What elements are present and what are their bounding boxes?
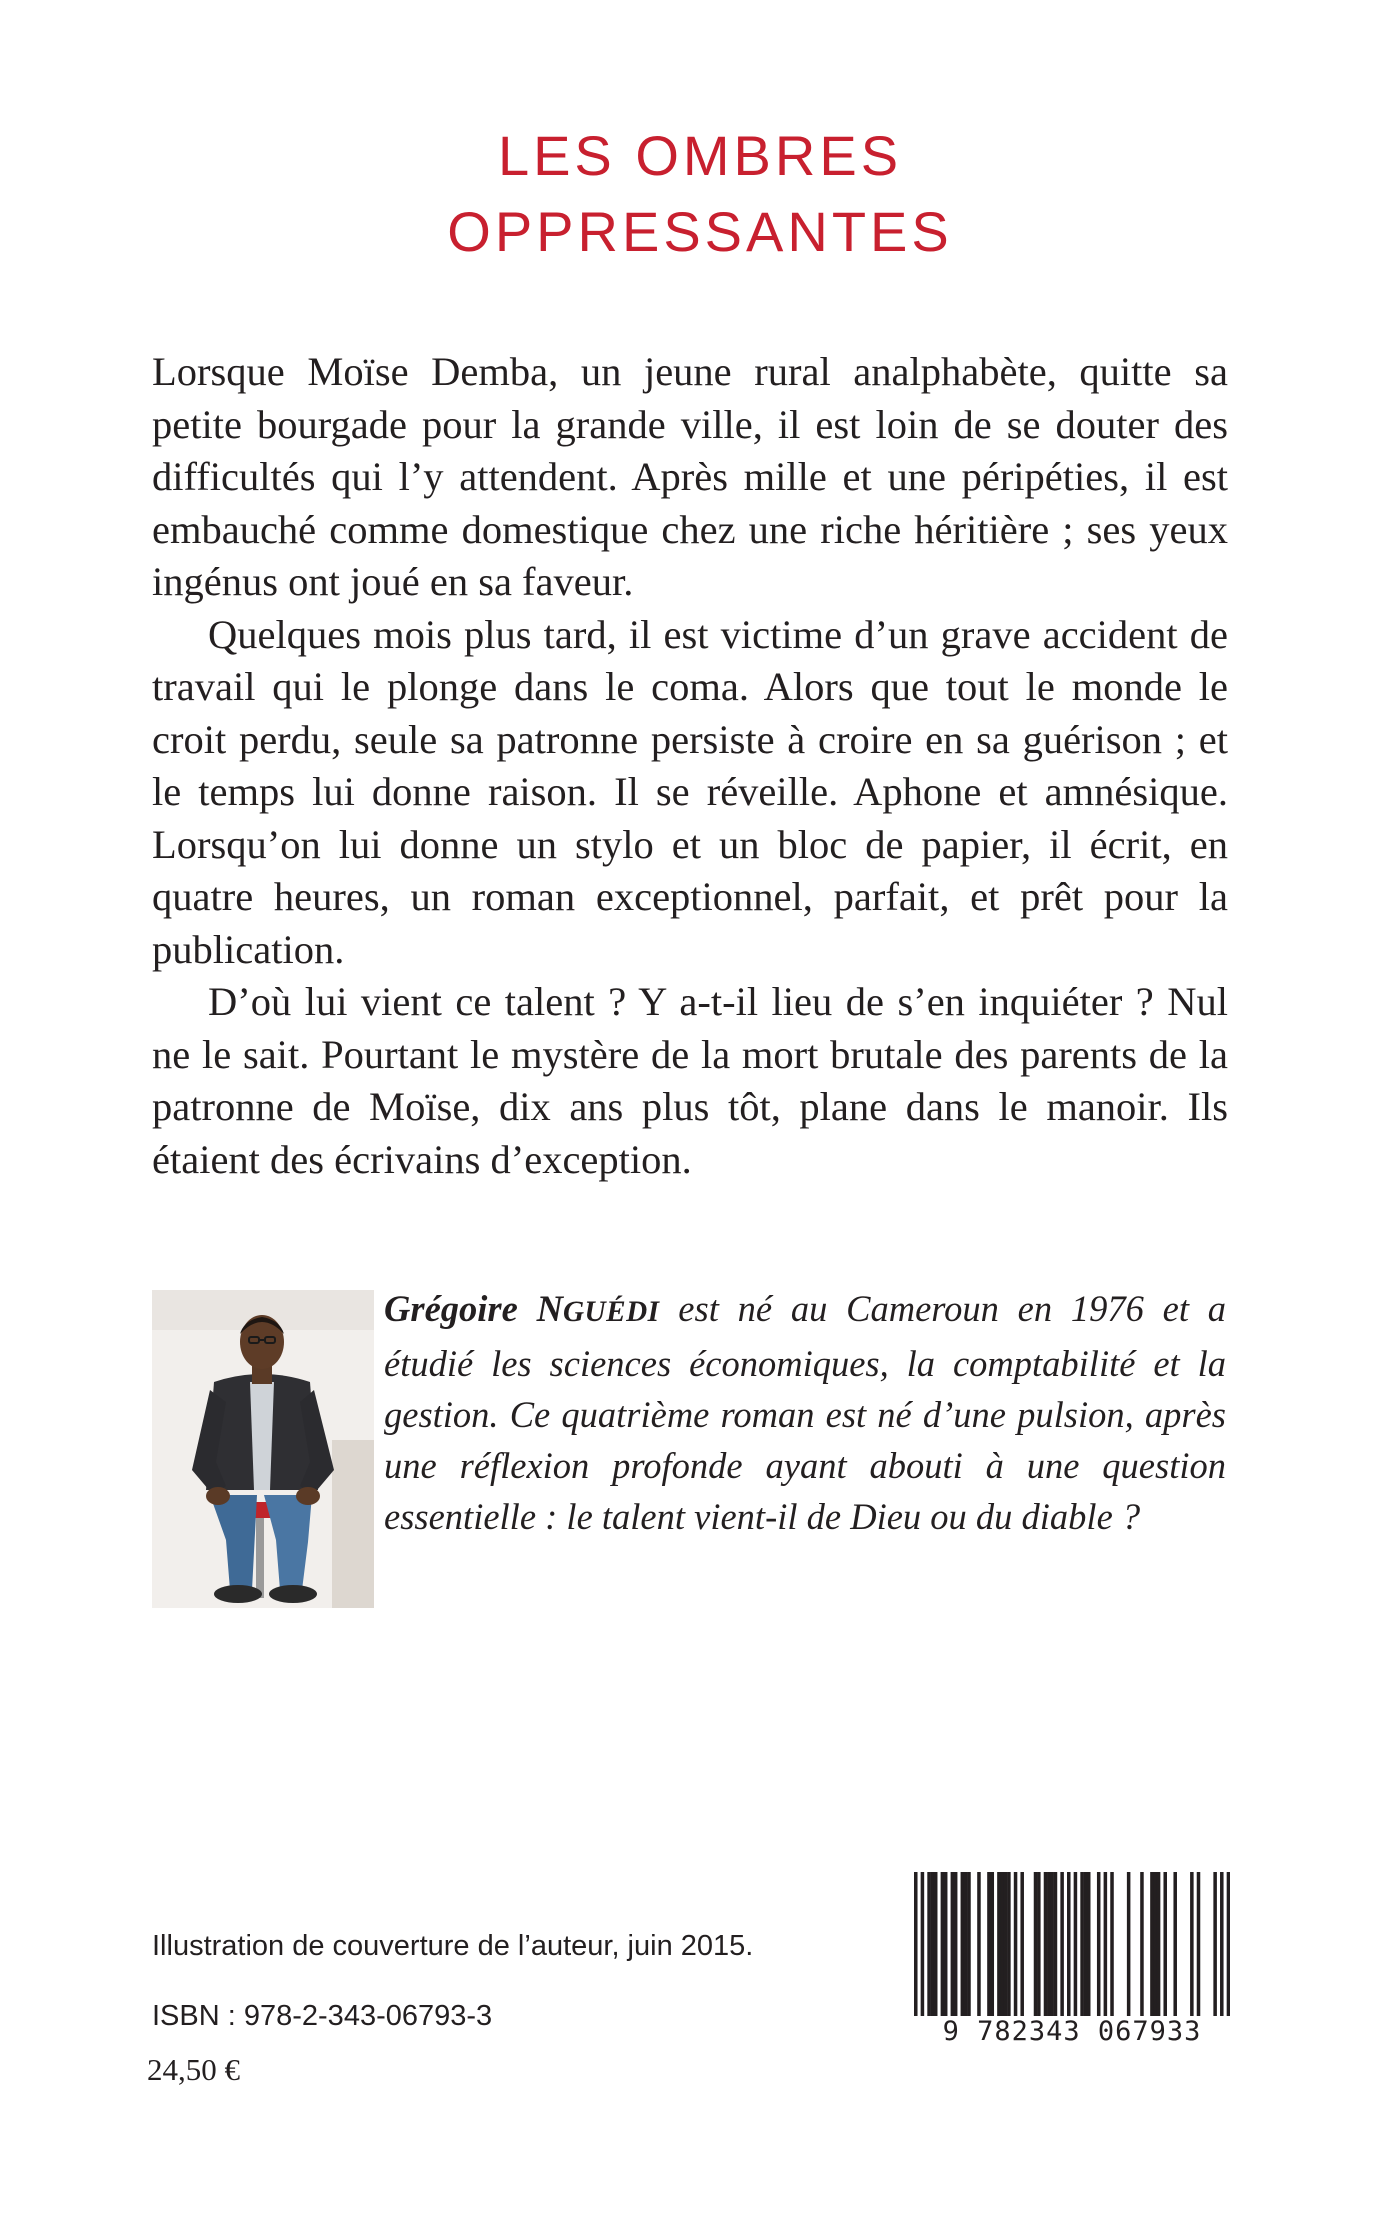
author-last-name-initial: N (536, 1288, 563, 1329)
barcode-bar (1110, 1872, 1114, 2022)
barcode-digits: 9 782343 067933 (914, 2016, 1230, 2047)
barcode-bar (997, 1872, 1001, 2022)
barcode-bar (967, 1872, 971, 2022)
author-first-name: Grégoire (384, 1288, 518, 1329)
barcode-bar (1227, 1872, 1230, 2022)
barcode-bar (931, 1872, 935, 2022)
barcode-bar (1074, 1872, 1078, 2022)
author-biography (384, 1283, 1226, 1542)
barcode-icon (914, 1872, 1230, 2022)
barcode-bar (1150, 1872, 1154, 2022)
barcode-bar (991, 1872, 995, 2022)
barcode-bar (1213, 1872, 1217, 2022)
barcode-bar (1020, 1872, 1024, 2022)
blurb-paragraph-3: D’où lui vient ce talent ? Y a-t-il lieu de s’en inquiéter ? Nul ne le sait. Pourtant le mystère de la mort brutale des parents de la patronne de Moïse, dix ans plus tôt, plane dans le manoir. Ils étaient des écrivains d’exception. (152, 979, 1228, 1182)
barcode-bar (954, 1872, 958, 2022)
barcode-bar (1197, 1872, 1201, 2022)
barcode-bar (1007, 1872, 1011, 2022)
author-bio-text: est né au Cameroun en 1976 et a étudié les sciences économiques, la comptabilité et la gestion. Ce quatrième roman est né d’une pulsion, après une réflexion profonde ayant abouti à une question essentielle : le talent vient-il de Dieu ou du diable ? (384, 1288, 1227, 1537)
barcode-bar (934, 1872, 938, 2022)
barcode-bar (1037, 1872, 1041, 2022)
barcode-bar (914, 1872, 918, 2022)
barcode-bar (1014, 1872, 1018, 2022)
barcode-bar (1067, 1872, 1071, 2022)
barcode-bar (921, 1872, 925, 2022)
barcode-bar (1220, 1872, 1224, 2022)
barcode-bar (951, 1872, 955, 2022)
barcode-bar (1034, 1872, 1038, 2022)
barcode-bar (961, 1872, 965, 2022)
barcode-bar (1153, 1872, 1157, 2022)
author-last-name-rest: GUÉDI (562, 1296, 660, 1328)
blurb-paragraph-2: Quelques mois plus tard, il est victime d’un grave accident de travail qui le plonge dans le coma. Alors que tout le monde le croit perdu, seule sa patronne persiste à croire en sa guérison ; et le temps lui donne raison. Il se réveille. Aphone et amnésique. Lorsqu’on lui donne un stylo et un bloc de papier, il écrit, en quatre heures, un roman exceptionnel, parfait, et prêt pour la publication. (152, 611, 1228, 972)
barcode-bar (1004, 1872, 1008, 2022)
barcode-bar (1104, 1872, 1108, 2022)
barcode-bar (977, 1872, 981, 2022)
barcode-bar (1157, 1872, 1161, 2022)
book-price: 24,50 € (147, 2052, 240, 2087)
barcode-bar (1173, 1872, 1177, 2022)
title-line-1: LES OMBRES (497, 124, 903, 187)
barcode-bar (1087, 1872, 1091, 2022)
barcode-bar (964, 1872, 968, 2022)
barcode-bar (1163, 1872, 1167, 2022)
cover-illustration-credit: Illustration de couverture de l’auteur, juin 2015. (152, 1930, 754, 1962)
barcode-bar (941, 1872, 945, 2022)
book-title (0, 118, 1400, 270)
author-portrait-icon (152, 1290, 374, 1608)
author-photo (152, 1290, 374, 1608)
barcode-bar (1000, 1872, 1004, 2022)
barcode-bar (1080, 1872, 1084, 2022)
barcode-bar (1054, 1872, 1058, 2022)
title-line-2: OPPRESSANTES (447, 200, 953, 263)
barcode-bar (1050, 1872, 1054, 2022)
barcode-bar (987, 1872, 991, 2022)
barcode-bar (944, 1872, 948, 2022)
barcode-bar (927, 1872, 931, 2022)
barcode-bar (1140, 1872, 1144, 2022)
barcode-bar (1127, 1872, 1131, 2022)
barcode-bar (1084, 1872, 1088, 2022)
blurb-paragraph-1: Lorsque Moïse Demba, un jeune rural analphabète, quitte sa petite bourgade pour la grande ville, il est loin de se douter des difficultés qui l’y attendent. Après mille et une péripéties, il est embauché comme domestique chez une riche héritière ; ses yeux ingénus ont joué en sa faveur. (152, 349, 1228, 604)
barcode-bar (1097, 1872, 1101, 2022)
barcode-bar (1044, 1872, 1048, 2022)
barcode-bar (1060, 1872, 1064, 2022)
barcode-bar (1047, 1872, 1051, 2022)
back-cover-blurb (152, 346, 1228, 1186)
barcode-bar (1190, 1872, 1194, 2022)
isbn-number: ISBN : 978-2-343-06793-3 (152, 2000, 493, 2032)
author-name (384, 1288, 660, 1329)
